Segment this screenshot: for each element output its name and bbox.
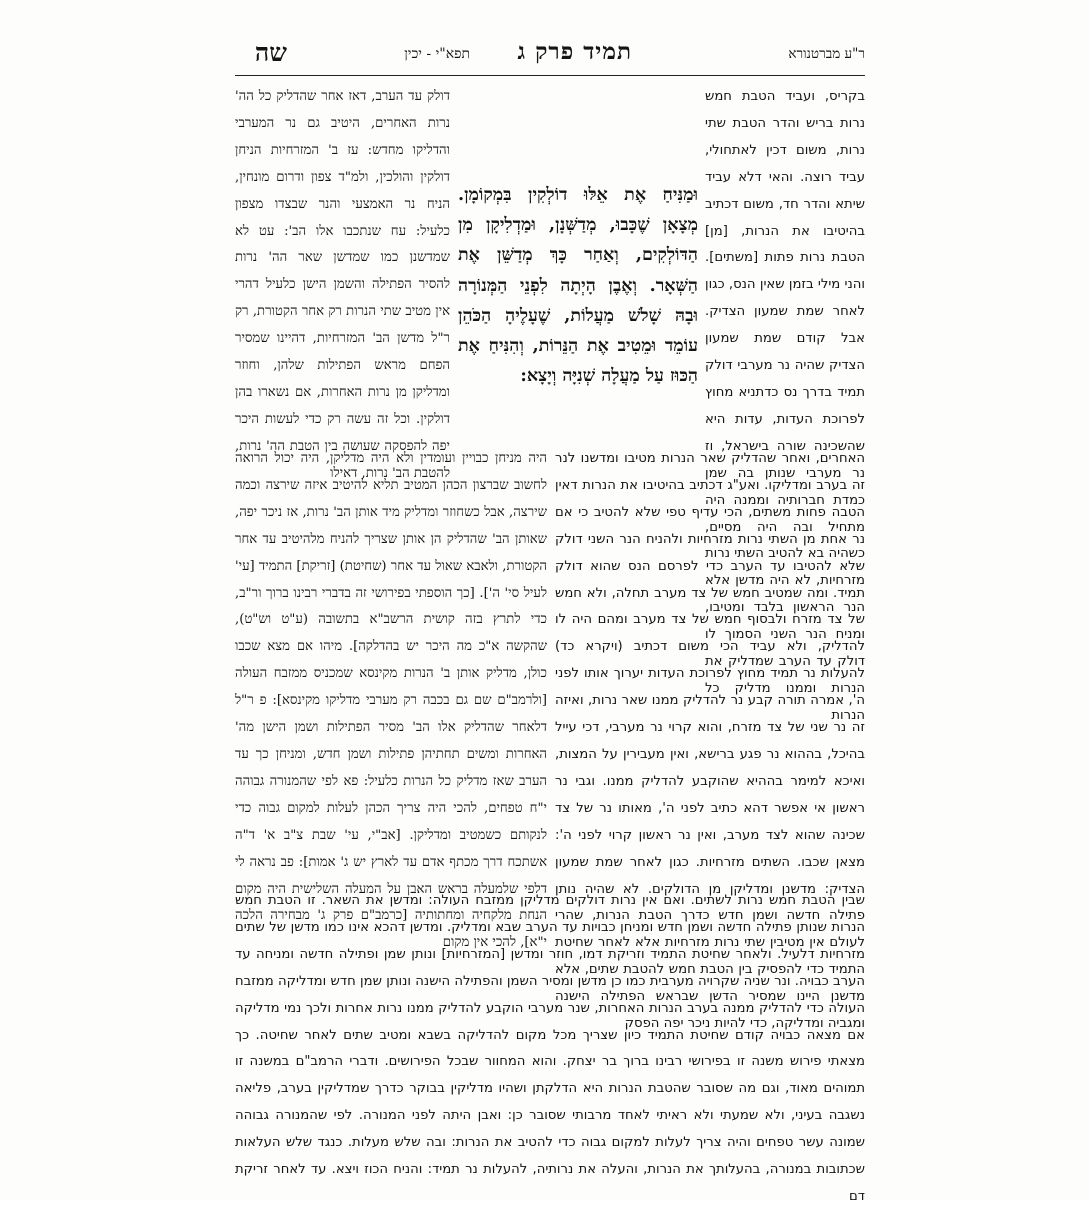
tiferet-lower-text: היה מניחן כבויין ועומדין ולא היה מדליקן, היה יכול הרואה לחשוב שברצון הכהן המטיב תליא להיטיב איזה שירצה וכמה שירצה, אבל כשחוזר ומדליק מיד אותן הב' נרות, אז ניכר יפה, שאותן הב' שהדליק הן אותן שצריך להניח מלהיטיב עד אחר הקטורת, ולאבא שאול עד אחר (שחיטת) [זריקת] התמיד [עי' לעיל סי' ה']. [כך הוספתי בפירושי זה בדברי רבינו ברוך ור"ב, כדי לתרץ בזה קושית הרשב"א בתשובה (ע"ט וש"ט), שהקשה א"כ מה היכר יש בהדלקה]. מיהו אם מצא שכבו כולן, מדליק אותן ב' הנרות מקינסא שמכניס ממזבח העולה [ולרמב"ם שם גם בכבה רק מערבי מדליקו מקינסא]: פ ר"ל דלאחר שהדליק אלו הב' מסיר הפתילות ושמן הישן מה' האחרות ומשים תחתיהן פתילות ושמן חדש, ומניחן כך עד הערב שאז מדליק כל הנרות כלעיל: פא לפי שהמנורה גבוהה י"ח טפחים, להכי היה צריך הכהן לעלות למקום גבוה כדי לנקותם כשמטיב ומדליקן. [אב"י, עי' שבת צ"ב א' ד"ה אשתכח דרך מכתף אדם עד לארץ יש ג' אמות]: פב נראה לי דלפי שלמעלה בראש האבן על המעלה השלישית היה מקום הנחת מלקחיה ומחתותיה [כרמב"ם פרק ג' מבחירה הלכה י"א], להכי אין מקום — [235, 451, 547, 951]
tiferet-top-column — [235, 84, 450, 481]
page-header — [235, 38, 865, 78]
bartenura-middle-column — [555, 446, 865, 1032]
tiferet-top-text: דולק עד הערב, דאז אחר שהדליק כל הה' נרות האחרים, היטיב גם נר המערבי והדליקו מחדש: עז ב' המזרחיות הניחן דולקין והולכין, ולמ"ד צפון ודרום מונחין, הניח נר האמצעי והנר שבצדו מצפון כלעיל: עח שנתכבו אלו הב': עט לא שמדשנן כמו שמדשן שאר הה' נרות להסיר הפתילה והשמן הישן כלעיל דהרי אין מטיב שתי הנרות רק אחר הקטורת, רק ר"ל מדשן הב' המזרחיות, דהיינו שמסיר הפחם מראש הפתילות שלהן, וחוזר ומדליקן מן נרות האחרות, אם נשארו בהן דולקין. וכל זה עשה רק כדי לעשות היכר יפה להפסקה שעושה בין הטבת הה' נרות, להטבת הב' נרות, דאילו — [235, 89, 450, 481]
mishnah-column — [458, 180, 698, 440]
commentary-range: תפא"י - יכין — [404, 46, 470, 62]
mishnah-text: וּמַנִּיחַ אֶת אֵלּוּ דוֹלְקִין בִּמְקוֹמָן. מְצָאָן שֶׁכָּבוּ, מְדַשְּׁנָן, וּמַדְלִיקָן מִן הַדּוֹלְקִים, וְאַחַר כָּךְ מְדַשֵּׁן אֶת הַשְּׁאָר. וְאֶבֶן הָיְתָה לִפְנֵי הַמְּנוֹרָה וּבָהּ שָׁלֹשׁ מַעֲלוֹת, שֶׁעָלֶיהָ הַכֹּהֵן עוֹמֵד וּמֵטִיב אֶת הַנֵּרוֹת, וְהִנִּיחַ אֶת הַכּוּז עַל מַעֲלָה שְׁנִיָּה וְיָצָא: — [458, 185, 698, 387]
bartenura-top-column — [705, 84, 865, 723]
tractate-chapter-title: תמיד פרק ג — [517, 38, 632, 65]
page-number: שה — [254, 38, 287, 67]
bartenura-bottom-text: שבין הטבת חמש נרות לשתים. ואם אין נרות דולקים מדליקן ממזבח העולה: ומדשן את השאר. זו הטבת חמש הנרות שנותן פתילה חדשה ושמן חדש ומניחן כבויות עד הערב שבא ומדליק. ומדשן דהכא אינו כמו מדשן של שתים מזרחיות דלעיל. ולאחר שחיטת התמיד וזריקת דמו, חוזר ומדשן [המזרחיות] ונותן שמן ופתילה חדשה ומניחה עד הערב כבויה. ונר שניה שקרויה מערבית כמו כן מדשן ומסיר השמן והפתילה הישנה ונותן שמן חדש ומדליקה ממזבח העולה כדי להדליק ממנה בערב הנרות האחרות, שנר מערבי הוקבע להדליק ממנו נרות אחרות ולכך נמי מדליקה אם מצאה כבויה קודם שחיטת התמיד כיון שצריך מכל מקום להדליקה בשבא ומטיב שתים לאחר שחיטה. כך מצאתי פירוש משנה זו בפירושי רבינו ברוך בר יצחק. והוא המחוור שבכל הפירושים. ודברי הרמב"ם במשנה זו תמוהים מאוד, וגם מה שסובר שהטבת הנרות היא הדלקתן ושהיו מדליקין בבוקר כדרך שמדליקין בערב, פליאה נשגבה בעיני, ולא שמעתי ולא ראיתי לאחד מרבותי שסובר כן: ואבן היתה לפני המנורה. לפי שהמנורה גבוהה שמונה עשר טפחים והיה צריך לעלות למקום גבוה כדי להטיב את הנרות: ובה שלש מעלות. כנגד שלש העלאות שכתובות במנורה, בהעלותך את הנרות, והעלה את נרותיה, להעלות נר תמיד: והניח הכוז ויצא. עד לאחר זריקת דם — [235, 893, 865, 1204]
tiferet-lower-column — [235, 446, 547, 951]
bartenura-top-text: בקריס, ועביד הטבת חמש נרות בריש והדר הטבת שתי נרות, משום דכין לאתחולי, עביד רוצה. והאי דלא עביד שיתא והדר חד, משום דכתיב בהיטיבו את הנרות, [מן] הטבת נרות פתות [משתים]. והני מילי בזמן שאין הנס, כגון לאחר שמת שמעון הצדיק. אבל קודם שמת שמעון הצדיק שהיה נר מערבי דולק תמיד בדרך נס כדתניא מחוץ לפרוכת העדות, עדות היא שהשכינה שורה בישראל, וז נר מערבי שנותן בה שמן כמדת חברותיה וממנה היה מתחיל ובה היה מסיים, כשהיה בא להטיב השתי נרות מזרחיות, לא היה מדשן אלא הנר הראשון בלבד ומטיבו, ומניח הנר השני הסמוך לו דולק עד הערב שמדליק את הנרות וממנו מדליק כל הנרות — [705, 89, 865, 723]
header-rule — [235, 75, 865, 76]
bartenura-middle-text: האחרים, ואחר שהדליק שאר הנרות מטיבו ומדשנו לנר זה בערב ומדליקו. ואע"ג דכתיב בהיטיבו את הנרות דאין הטבה פחות משתים, הכי עדיף טפי שלא להטיב כי אם נר אחת מן השתי נרות מזרחיות ולהניח הנר השני דולק שלא להטיבו עד הערב כדי לפרסם הנס שהוא דולק תמיד. ומה שמטיב חמש של צד מערב תחלה, ולא חמש של צד מזרח ולבסוף חמש של צד מערב ומהם היה לו להדליק, ולא עביד הכי משום דכתיב (ויקרא כד) להעלות נר תמיד מחוץ לפרוכת העדות יערוך אותו לפני ה', אמרה תורה קבע נר להדליק ממנו שאר נרות, ואיזה זה נר שני של צד מזרח, והוא קרוי נר מערבי, דכי עייל בהיכל, בההוא נר פגע ברישא, ואין מעבירין על המצות, ואיכא למימר בההיא שהוקבע להדליק ממנו. וגבי נר ראשון אי אפשר דהא כתיב לפני ה', מאותו נר של צד שכינה שהוא לצד מערב, ואין נר ראשון קרוי לפני ה': מצאן שכבו. השתים מזרחיות. כגון לאחר שמת שמעון הצדיק: מדשנן ומדליקן מן הדולקים. לא שהיה נותן פתילה חדשה ושמן חדש כדרך הטבת הנרות, שהרי לעולם אין מטיבין שתי נרות מזרחיות אלא לאחר שחיטת התמיד כדי להפסיק בין הטבת חמש להטבת שתים, אלא מדשנן היינו שמסיר הדשן שבראש הפתילה הישנה ומגביה ומדליקה, כדי להיות ניכר יפה הפסק — [555, 451, 865, 1032]
commentary-title: ר"ע מברטנורא — [788, 46, 865, 62]
bartenura-bottom-block — [235, 888, 865, 1204]
